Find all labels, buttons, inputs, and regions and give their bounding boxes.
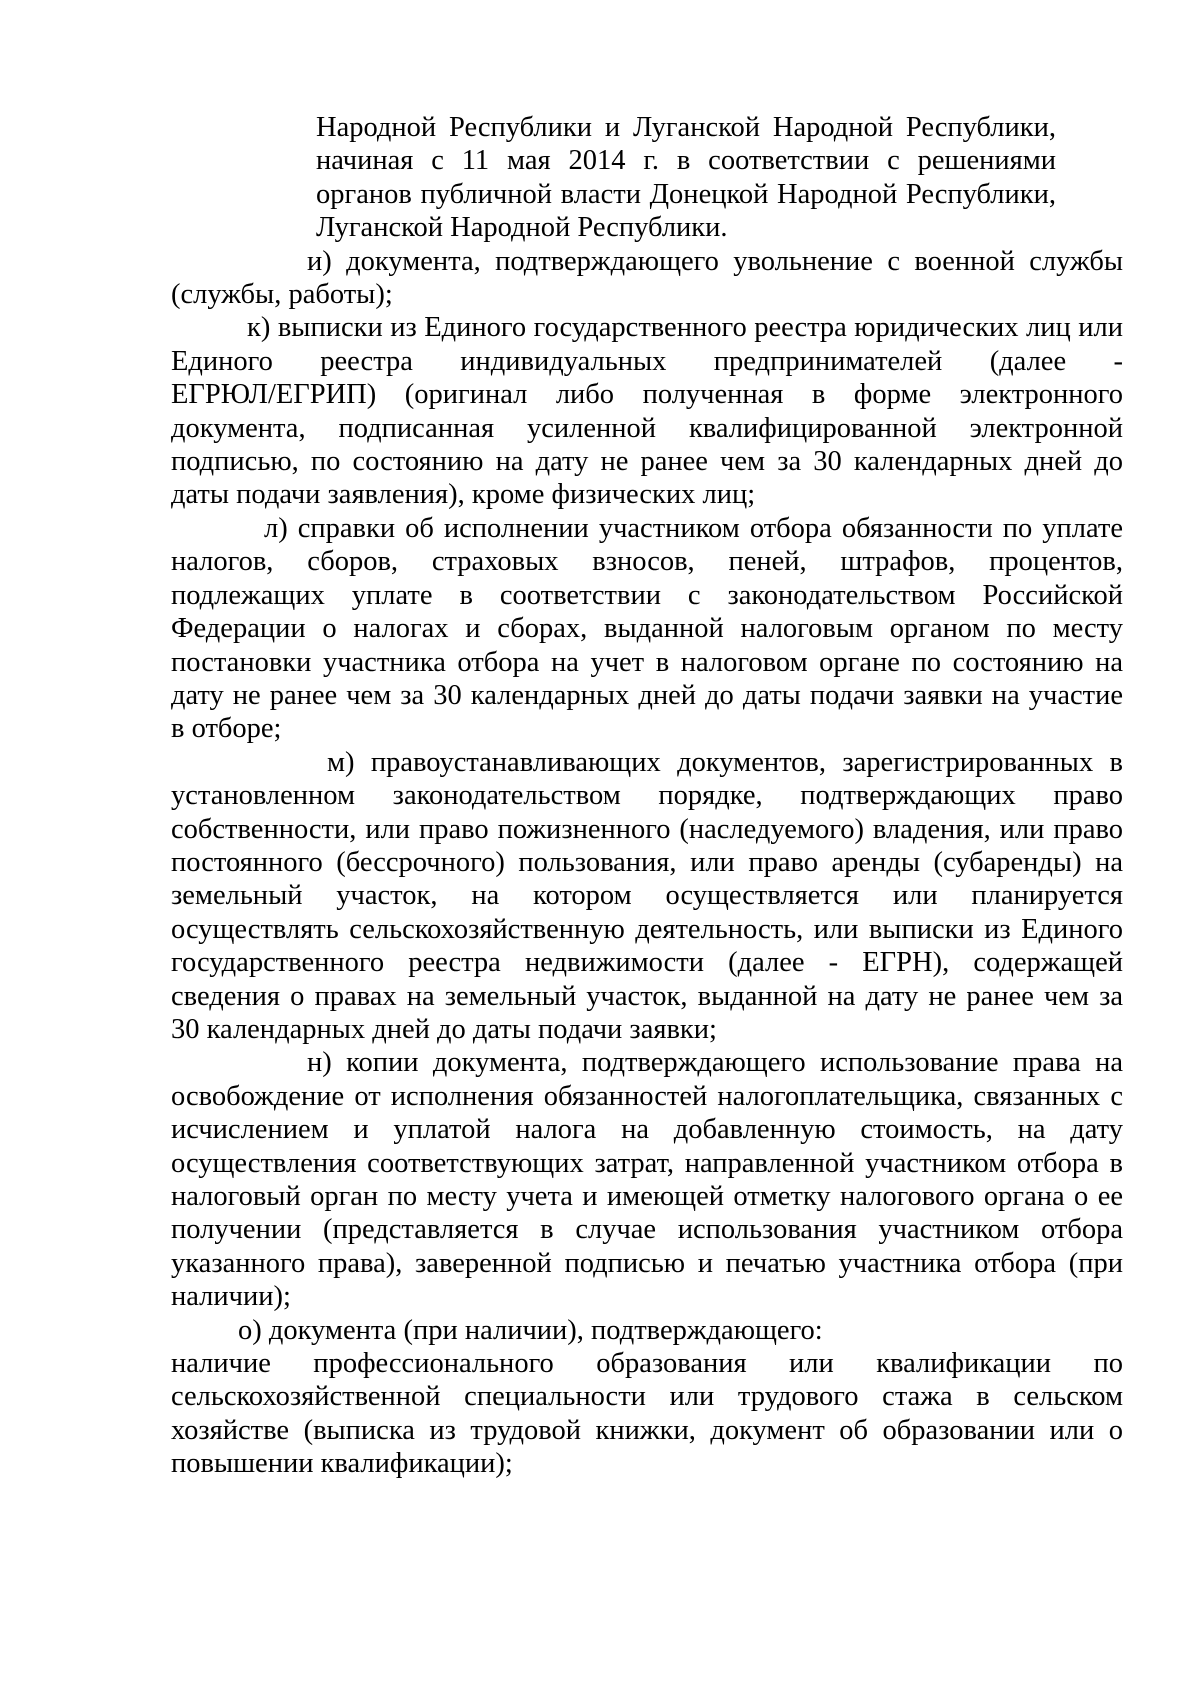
text-line: налогов, сборов, страховых взносов, пеней, штрафов, процентов,: [171, 546, 1123, 578]
text-line: л) справки об исполнении участником отбора обязанности по уплате: [264, 512, 1123, 544]
text-line: наличие профессионального образования или квалификации по: [171, 1348, 1123, 1380]
text-line: Единого реестра индивидуальных предпринимателей (далее -: [171, 345, 1123, 377]
text-line: постоянного (бессрочного) пользования, или право аренды (субаренды) на: [171, 846, 1123, 878]
text-line: документа, подписанная усиленной квалифицированной электронной: [171, 412, 1123, 444]
text-line: (службы, работы);: [171, 279, 393, 311]
text-line: земельный участок, на котором осуществляется или планируется: [171, 880, 1123, 912]
text-line: осуществлять сельскохозяйственную деятельность, или выписки из Единого: [171, 913, 1123, 945]
text-line: получении (представляется в случае использования участником отбора: [171, 1214, 1123, 1246]
paragraph-o-detail: [171, 1347, 1123, 1481]
text-line: подлежащих уплате в соответствии с законодательством Российской: [171, 579, 1123, 611]
text-line: освобождение от исполнения обязанностей налогоплательщика, связанных с: [171, 1080, 1123, 1112]
text-line: органов публичной власти Донецкой Народной Республики,: [316, 178, 1056, 210]
paragraph-i: [171, 245, 1123, 312]
text-line: сельскохозяйственной специальности или трудового стажа в сельском: [171, 1381, 1123, 1413]
text-line: в отборе;: [171, 713, 282, 745]
text-line: и) документа, подтверждающего увольнение с военной службы: [307, 245, 1123, 277]
text-line: указанного права), заверенной подписью и печатью участника отбора (при: [171, 1247, 1123, 1279]
text-line: Народной Республики и Луганской Народной Республики,: [316, 112, 1056, 143]
text-line: государственного реестра недвижимости (далее - ЕГРН), содержащей: [171, 947, 1123, 979]
text-line: начиная с 11 мая 2014 г. в соответствии с решениями: [316, 145, 1056, 177]
text-line: даты подачи заявления), кроме физических лиц;: [171, 479, 756, 511]
paragraph-l: [171, 512, 1123, 746]
text-line: исчислением и уплатой налога на добавленную стоимость, на дату: [171, 1114, 1123, 1146]
text-line: м) правоустанавливающих документов, зарегистрированных в: [327, 746, 1123, 778]
text-line: 30 календарных дней до даты подачи заявки;: [171, 1013, 717, 1045]
text-line: осуществления соответствующих затрат, направленной участником отбора в: [171, 1147, 1123, 1179]
text-line: собственности, или право пожизненного (наследуемого) владения, или право: [171, 813, 1123, 845]
paragraph-m: [171, 746, 1123, 1047]
text-line: хозяйстве (выписка из трудовой книжки, документ об образовании или о: [171, 1414, 1123, 1446]
text-line: дату не ранее чем за 30 календарных дней до даты подачи заявки на участие: [171, 679, 1123, 711]
text-line: налоговый орган по месту учета и имеющей отметку налогового органа о ее: [171, 1181, 1123, 1212]
text-line: подписью, по состоянию на дату не ранее чем за 30 календарных дней до: [171, 446, 1123, 478]
text-line: к) выписки из Единого государственного реестра юридических лиц или: [247, 312, 1123, 344]
text-line: установленном законодательством порядке, подтверждающих право: [171, 780, 1123, 812]
document-body: [171, 111, 1123, 1481]
paragraph-o: [171, 1314, 1123, 1347]
text-line: наличии);: [171, 1281, 291, 1313]
text-line: Федерации о налогах и сборах, выданной налоговым органом по месту: [171, 613, 1123, 645]
continuation-block: [316, 111, 1056, 245]
text-line: постановки участника отбора на учет в налоговом органе по состоянию на: [171, 646, 1123, 678]
text-line: сведения о правах на земельный участок, выданной на дату не ранее чем за: [171, 980, 1123, 1012]
text-line: ЕГРЮЛ/ЕГРИП) (оригинал либо полученная в форме электронного: [171, 379, 1123, 411]
text-line: о) документа (при наличии), подтверждающего:: [238, 1314, 823, 1346]
text-line: н) копии документа, подтверждающего использование права на: [307, 1047, 1123, 1079]
paragraph-n: [171, 1046, 1123, 1313]
text-line: повышении квалификации);: [171, 1448, 513, 1480]
text-line: Луганской Народной Республики.: [316, 212, 728, 244]
paragraph-k: [171, 311, 1123, 511]
